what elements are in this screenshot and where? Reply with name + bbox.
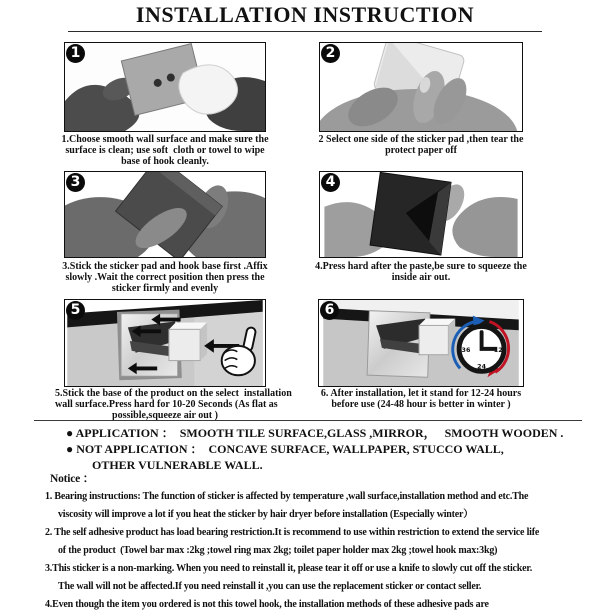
step2-photo [319,42,523,132]
section-divider [34,420,582,421]
step1-photo [64,42,266,132]
step6-photo [318,299,524,387]
step3-photo [64,171,266,258]
step1-number-badge: 1 [66,44,85,63]
step2-caption: 2 Select one side of the sticker pad ,then tear the protect paper off [318,134,524,156]
wait-clock-diagram [319,300,523,386]
not-application-line: ● NOT APPLICATION ： CONCAVE SURFACE, WALLPAPER, STUCCO WALL, [66,442,504,456]
peel-sticker-illustration [320,43,522,131]
hook-tip [169,329,200,360]
wipe-surface-illustration [65,43,265,131]
not-application-continuation: OTHER VULNERABLE WALL. [92,458,263,472]
step1-caption: 1.Choose smooth wall surface and make sure the surface is clean; use soft cloth or towel to wipe base of hook cleanly. [61,134,269,167]
hook-tip [419,325,448,354]
svg-text:12: 12 [493,346,503,354]
stick-pad-illustration [65,172,265,257]
dark-adhesive-pad [370,172,451,255]
step4-number-badge: 4 [321,173,340,192]
step5-number-badge: 5 [66,301,85,320]
title-rule [68,31,542,32]
notice-item-1: 1. Bearing instructions: The function of sticker is affected by temperature ,wall surface,installation method and etc.The viscosity will improve a lot if you heat the sticker by hair dryer before installation (Especially winter） [45,491,529,520]
press-pad-illustration [320,172,522,257]
svg-text:24: 24 [477,363,487,371]
step4-caption: 4.Press hard after the paste,be sure to squeeze the inside air out. [315,261,527,283]
mount-hook-diagram [65,300,265,386]
step6-caption: 6. After installation, let it stand for 12-24 hours before use (24-48 hour is better in winter ) [320,388,522,410]
application-line: ● APPLICATION ： SMOOTH TILE SURFACE,GLASS ,MIRROR， SMOOTH WOODEN . [66,426,564,440]
step4-photo [319,171,523,258]
notice-section [45,470,585,614]
step6-number-badge: 6 [320,301,339,320]
application-section [66,425,586,473]
page-title: INSTALLATION INSTRUCTION [135,2,475,27]
step3-caption: 3.Stick the sticker pad and hook base first .Affix slowly .Wait the correct position then press the sticker firmly and evenly [62,261,268,294]
notice-item-3: 3.This sticker is a non-marking. When you need to reinstall it, please tear it off or use a knife to slowly cut off the sticker. The wall will not be affected.If you need reinstall it ,you can use the replacement sticker or contact seller. [45,563,532,592]
step5-caption: 5.Stick the base of the product on the select installation wall surface.Press hard for 10-20 Seconds (As flat as possible,squeeze air out ) [55,388,292,421]
step2-number-badge: 2 [321,44,340,63]
step3-number-badge: 3 [66,173,85,192]
notice-item-2: 2. The self adhesive product has load bearing restriction.It is recommend to use within restriction to extend the service life of the product (Towel bar max :2kg ;towel ring max 2kg; toilet paper holder max 2kg ;towel hook max:3kg) [45,527,540,556]
step5-photo [64,299,266,387]
notice-heading: Notice ： [50,473,95,485]
svg-text:36: 36 [461,346,471,354]
notice-item-4: 4.Even though the item you ordered is not this towel hook, the installation methods of these adhesive pads are [45,599,489,610]
